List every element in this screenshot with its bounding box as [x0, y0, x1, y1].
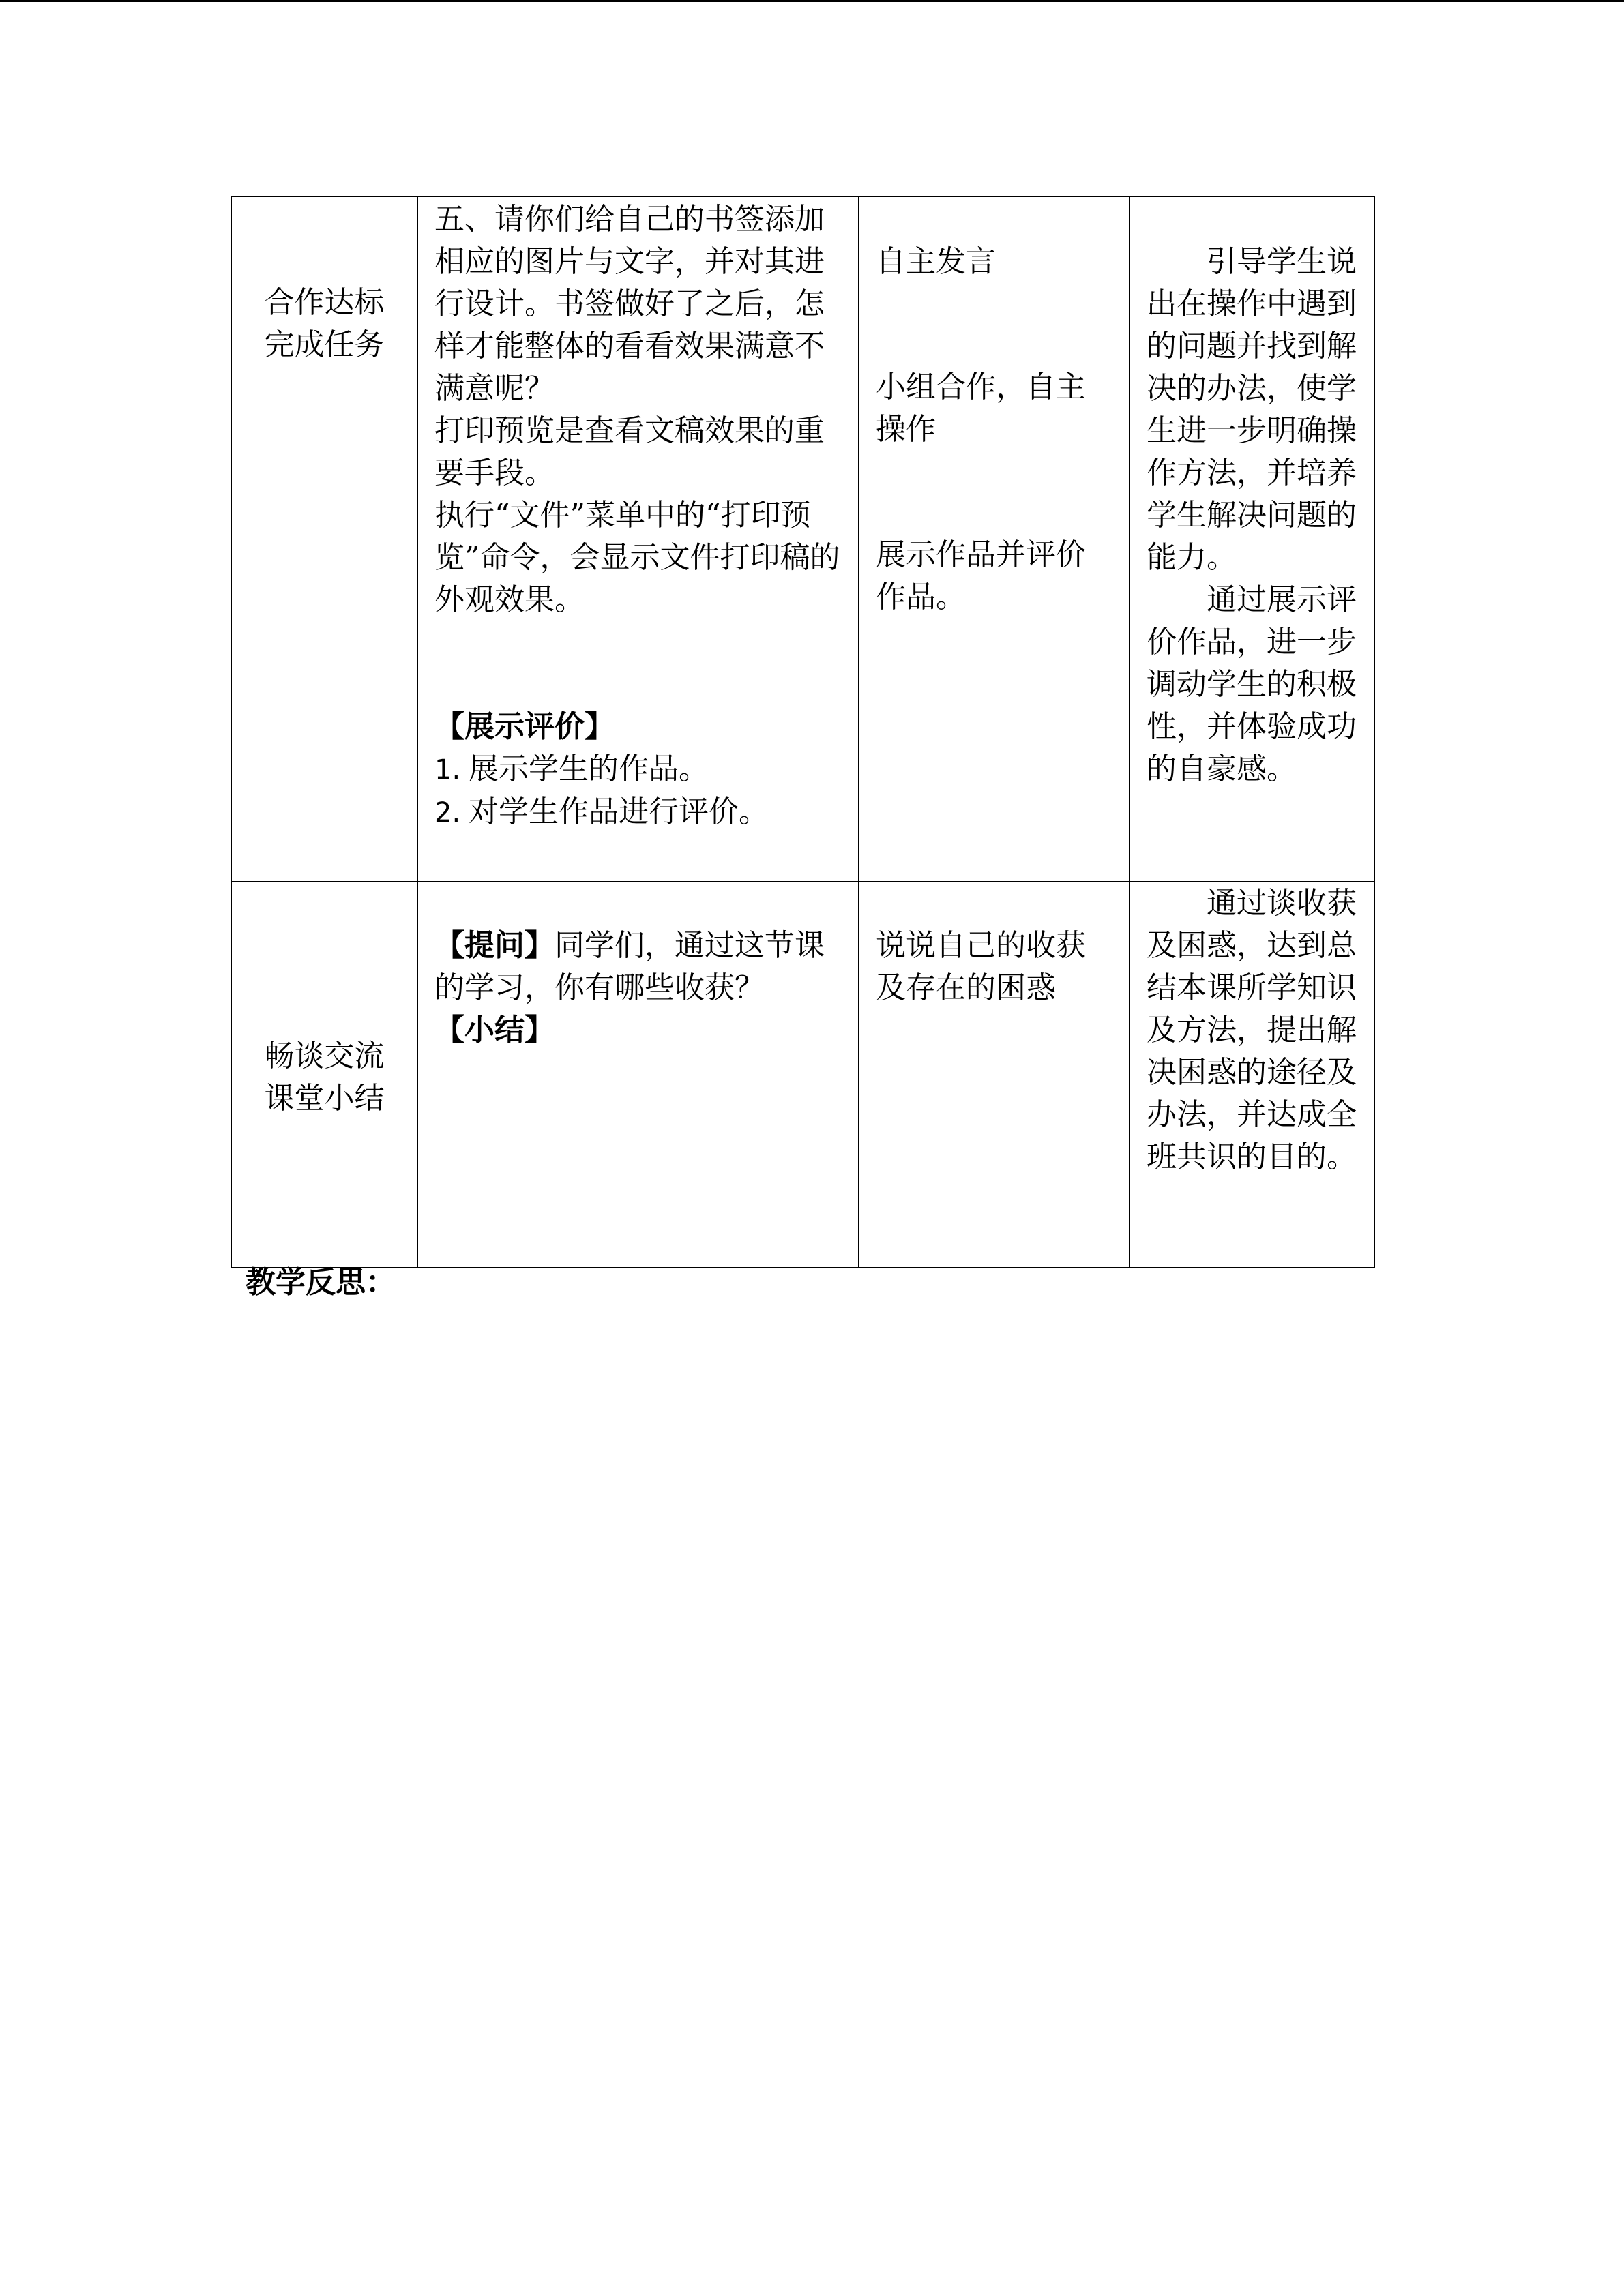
phase-line: 合作达标 [264, 285, 385, 320]
question-text: 同学们，通过这节课的学习，你有哪些收获？ [434, 928, 825, 1005]
table-row [231, 196, 1374, 882]
teacher-activity-cell [417, 882, 859, 1268]
teacher-paragraph: 执行“文件”菜单中的“打印预览”命令，会显示文件打印稿的外观效果。 [434, 498, 840, 617]
list-item [434, 748, 843, 791]
list-item [434, 791, 843, 834]
table-row [231, 882, 1374, 1268]
phase-line: 课堂小结 [264, 1081, 385, 1116]
list-number: 1. [434, 754, 461, 786]
student-activity: 自主发言 [876, 244, 996, 279]
student-activity-cell [859, 882, 1130, 1268]
summary-label: 【小结】 [434, 1013, 555, 1047]
page-top-border [0, 0, 1624, 2]
section-heading: 【展示评价】 [434, 709, 615, 744]
design-intent-cell [1130, 882, 1374, 1268]
phase-line: 完成任务 [264, 327, 385, 362]
student-activity: 小组合作，自主操作 [876, 370, 1086, 447]
teacher-paragraph: 打印预览是查看文稿效果的重要手段。 [434, 413, 825, 490]
teacher-paragraph: 五、请你们给自己的书签添加相应的图片与文字，并对其进行设计。书签做好了之后，怎样才能整体的看看效果满意不满意呢？ [434, 202, 825, 406]
student-activity: 说说自己的收获及存在的困惑 [876, 928, 1086, 1005]
phase-line: 畅谈交流 [264, 1039, 385, 1073]
phase-cell [231, 196, 417, 882]
phase-cell [231, 882, 417, 1268]
design-intent: 通过展示评价作品，进一步调动学生的积极性，并体验成功的自豪感。 [1147, 582, 1357, 786]
student-activity: 展示作品并评价作品。 [876, 537, 1086, 614]
design-intent: 通过谈收获及困惑，达到总结本课所学知识及方法，提出解决困惑的途径及办法，并达成全班共识的目的。 [1147, 886, 1357, 1174]
question-paragraph [434, 925, 843, 1009]
list-text: 展示学生的作品。 [469, 751, 709, 786]
lesson-plan-table [231, 196, 1375, 1268]
teacher-activity-cell [417, 196, 859, 882]
design-intent: 引导学生说出在操作中遇到的问题并找到解决的办法，使学生进一步明确操作方法，并培养学生解决问题的能力。 [1147, 244, 1357, 575]
list-text: 对学生作品进行评价。 [469, 794, 769, 829]
list-number: 2. [434, 797, 461, 829]
teaching-reflection-label: 教学反思： [246, 1265, 396, 1300]
design-intent-cell [1130, 196, 1374, 882]
question-label: 【提问】 [434, 928, 555, 963]
student-activity-cell [859, 196, 1130, 882]
